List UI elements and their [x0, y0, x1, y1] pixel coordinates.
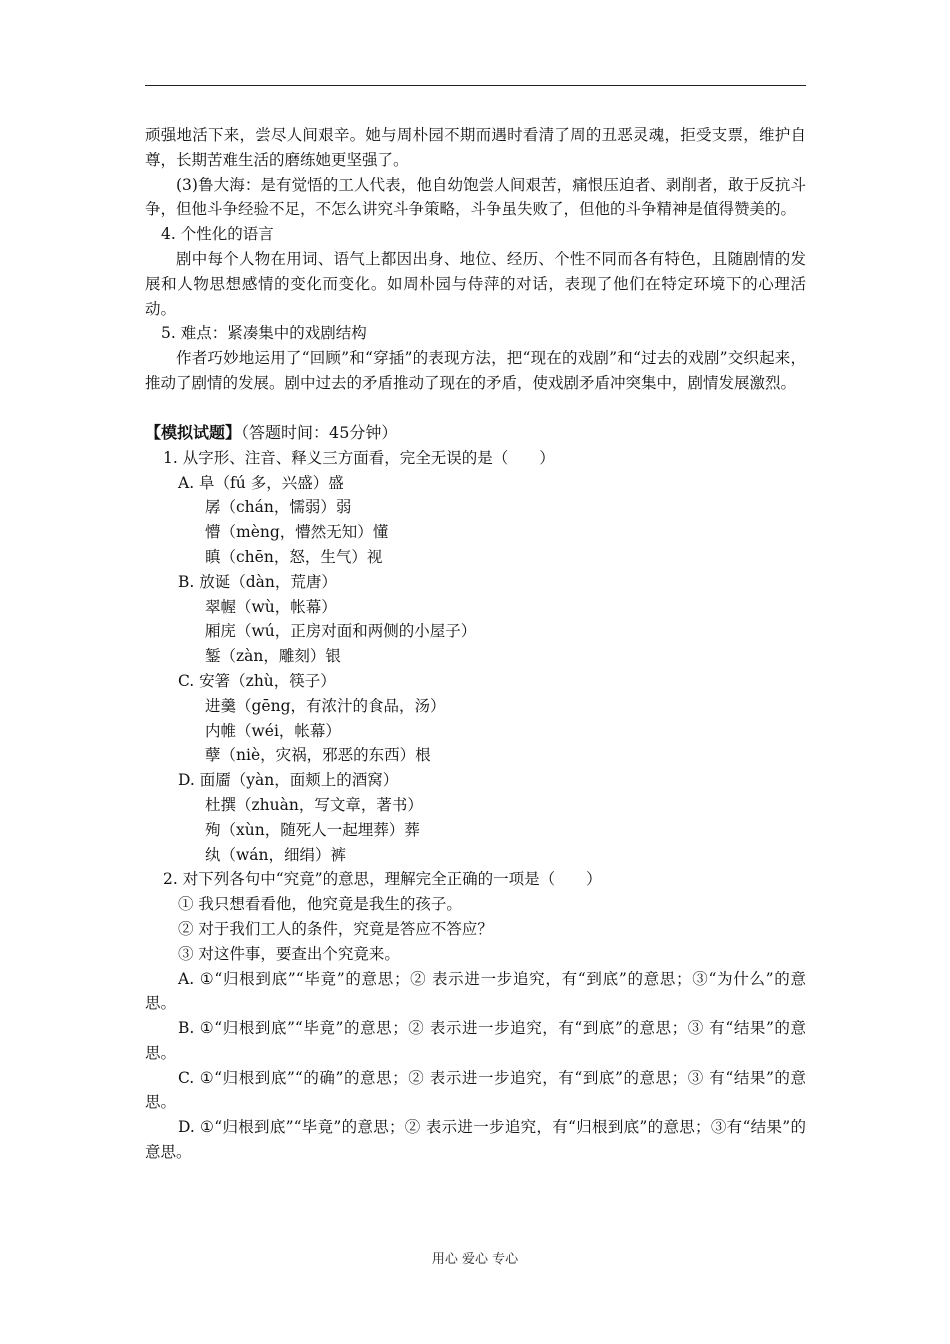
q2-sentence: ③ 对这件事，要查出个究竟来。: [178, 944, 400, 963]
q2-answer-c: C. ①“归根到底”“的确”的意思；② 表示进一步追究，有“到底”的意思；③ 有“结果”的意思。: [145, 1068, 806, 1112]
page-content: [145, 123, 806, 1165]
q1-option-b-item: 厢庑（wú，正房对面和两侧的小屋子）: [205, 622, 477, 641]
q1-option-a-item: 懵（mèng，懵然无知）懂: [205, 523, 389, 542]
paragraph-continuation: 顽强地活下来，尝尽人间艰辛。她与周朴园不期而遇时看清了周的丑恶灵魂，拒受支票，维护自尊，长期苦难生活的磨练她更坚强了。: [145, 126, 806, 169]
q2-answer-d: D. ①“归根到底”“毕竟”的意思；② 表示进一步追究，有“归根到底”的意思；③有“结果”的意思。: [145, 1118, 806, 1162]
exam-heading: [145, 420, 806, 446]
q1-option-a-item: 孱（chán，懦弱）弱: [205, 498, 352, 517]
page-footer: 用心 爱心 专心: [431, 1252, 519, 1267]
q1-option-d-item: 殉（xùn，随死人一起埋葬）葬: [205, 820, 420, 839]
q1-option-c-item: 进羹（gēng，有浓汁的食品，汤）: [205, 696, 446, 715]
question-1-stem: 1. 从字形、注音、释义三方面看，完全无误的是（ ）: [163, 448, 555, 467]
q1-option-a: A. 阜（fú 多，兴盛）盛: [178, 473, 344, 492]
q1-option-d: D. 面靥（yàn，面颊上的酒窝）: [178, 771, 399, 790]
q1-option-b-item: 錾（zàn，雕刻）银: [205, 647, 341, 666]
header-rule: [145, 85, 806, 86]
q1-option-c-item: 内帷（wéi，帐幕）: [205, 721, 341, 740]
section-heading-4: 4. 个性化的语言: [161, 225, 274, 244]
q1-option-c-item: 孽（niè，灾祸，邪恶的东西）根: [205, 746, 431, 765]
paragraph-structure: 作者巧妙地运用了“回顾”和“穿插”的表现方法，把“现在的戏剧”和“过去的戏剧”交织起来，推动了剧情的发展。剧中过去的矛盾推动了现在的矛盾，使戏剧矛盾冲突集中，剧情发展激烈。: [145, 349, 806, 392]
q1-option-a-item: 瞋（chēn，怒，生气）视: [205, 547, 383, 566]
q1-option-c: C. 安箸（zhù，筷子）: [178, 671, 336, 690]
q1-option-b-item: 翠幄（wù，帐幕）: [205, 597, 337, 616]
q2-sentence: ② 对于我们工人的条件，究竟是答应不答应？: [178, 919, 493, 938]
paragraph-language: 剧中每个人物在用词、语气上都因出身、地位、经历、个性不同而各有特色，且随剧情的发展和人物思想感情的变化而变化。如周朴园与侍萍的对话，表现了他们在特定环境下的心理活动。: [145, 249, 806, 318]
paragraph-lu-dahai: (3)鲁大海：是有觉悟的工人代表，他自幼饱尝人间艰苦，痛恨压迫者、剥削者，敢于反抗斗争，但他斗争经验不足，不怎么讲究斗争策略，斗争虽失败了，但他的斗争精神是值得赞美的。: [145, 175, 806, 219]
q1-option-d-item: 杜撰（zhuàn，写文章，著书）: [205, 795, 423, 814]
q2-answer-a: A. ①“归根到底”“毕竟”的意思；② 表示进一步追究，有“到底”的意思；③“为什么”的意思。: [145, 969, 806, 1013]
q2-answer-b: B. ①“归根到底”“毕竟”的意思；② 表示进一步追究，有“到底”的意思；③ 有“结果”的意思。: [145, 1019, 806, 1062]
question-2-stem: 2. 对下列各句中“究竟”的意思，理解完全正确的一项是（ ）: [163, 870, 602, 889]
q1-option-d-item: 纨（wán，细绢）裤: [205, 845, 346, 864]
exam-time: （答题时间：45分钟）: [241, 422, 398, 442]
exam-title: 【模拟试题】: [145, 422, 242, 442]
section-heading-5: 5. 难点：紧凑集中的戏剧结构: [161, 324, 367, 343]
q2-sentence: ① 我只想看看他，他究竟是我生的孩子。: [178, 895, 462, 914]
q1-option-b: B. 放诞（dàn，荒唐）: [178, 572, 337, 591]
